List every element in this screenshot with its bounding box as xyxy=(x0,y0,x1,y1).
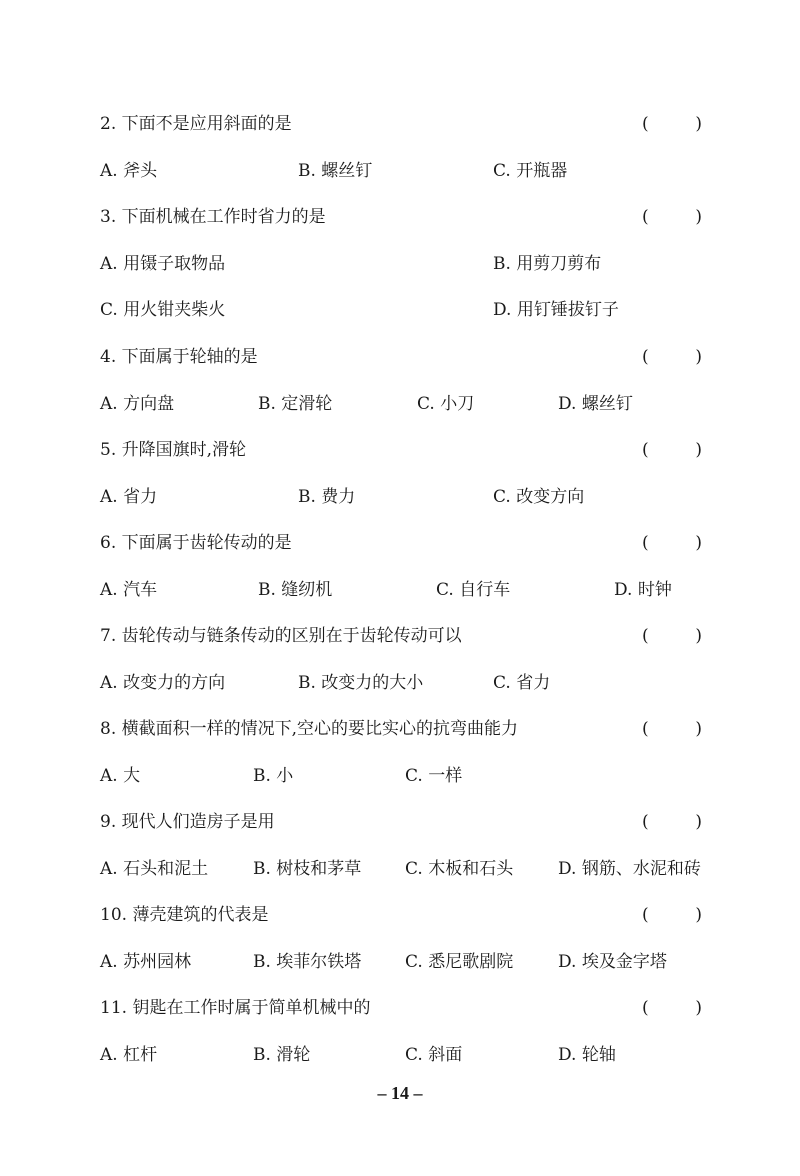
option-a: A. 汽车 xyxy=(100,580,158,600)
option-b: B. 用剪刀剪布 xyxy=(493,254,602,274)
option-b: B. 滑轮 xyxy=(253,1045,311,1065)
option-c: C. 斜面 xyxy=(405,1045,463,1065)
option-d: D. 时钟 xyxy=(614,580,672,600)
question-text: 11. 钥匙在工作时属于简单机械中的 xyxy=(100,998,371,1018)
option-b: B. 费力 xyxy=(298,487,356,507)
option-a: A. 改变力的方向 xyxy=(100,673,226,693)
question-6-options xyxy=(100,577,702,603)
question-5-options xyxy=(100,484,702,510)
option-a: A. 方向盘 xyxy=(100,394,175,414)
question-9-stem: 9. 现代人们造房子是用 ( ) xyxy=(100,809,702,835)
question-7-stem: 7. 齿轮传动与链条传动的区别在于齿轮传动可以 ( ) xyxy=(100,623,702,649)
question-4-options xyxy=(100,391,702,417)
question-7-options xyxy=(100,670,702,696)
option-b: B. 树枝和茅草 xyxy=(253,859,362,879)
option-d: D. 埃及金字塔 xyxy=(558,952,667,972)
question-text: 10. 薄壳建筑的代表是 xyxy=(100,905,269,925)
question-3-stem: 3. 下面机械在工作时省力的是 ( ) xyxy=(100,204,702,230)
question-text: 7. 齿轮传动与链条传动的区别在于齿轮传动可以 xyxy=(100,626,462,646)
question-text: 4. 下面属于轮轴的是 xyxy=(100,347,258,367)
question-text: 3. 下面机械在工作时省力的是 xyxy=(100,207,326,227)
question-text: 2. 下面不是应用斜面的是 xyxy=(100,114,292,134)
option-c: C. 用火钳夹柴火 xyxy=(100,300,226,320)
option-d: D. 螺丝钉 xyxy=(558,394,633,414)
option-a: A. 杠杆 xyxy=(100,1045,158,1065)
page-number: – 14 – xyxy=(377,1083,423,1103)
option-a: A. 省力 xyxy=(100,487,158,507)
question-text: 5. 升降国旗时,滑轮 xyxy=(100,440,247,460)
option-c: C. 一样 xyxy=(405,766,463,786)
option-d: D. 轮轴 xyxy=(558,1045,616,1065)
option-d: D. 钢筋、水泥和砖 xyxy=(558,859,701,879)
option-a: A. 苏州园林 xyxy=(100,952,192,972)
option-c: C. 开瓶器 xyxy=(493,161,568,181)
question-5-stem: 5. 升降国旗时,滑轮 ( ) xyxy=(100,437,702,463)
question-9-options xyxy=(100,856,702,882)
option-c: C. 自行车 xyxy=(436,580,511,600)
question-6-stem: 6. 下面属于齿轮传动的是 ( ) xyxy=(100,530,702,556)
question-2-options xyxy=(100,158,702,184)
option-a: A. 大 xyxy=(100,766,141,786)
option-c: C. 省力 xyxy=(493,673,551,693)
question-10-stem: 10. 薄壳建筑的代表是 ( ) xyxy=(100,902,702,928)
option-c: C. 悉尼歌剧院 xyxy=(405,952,514,972)
question-4-stem: 4. 下面属于轮轴的是 ( ) xyxy=(100,344,702,370)
question-11-stem: 11. 钥匙在工作时属于简单机械中的 ( ) xyxy=(100,995,702,1021)
question-text: 8. 横截面积一样的情况下,空心的要比实心的抗弯曲能力 xyxy=(100,719,519,739)
question-10-options xyxy=(100,949,702,975)
option-c: C. 小刀 xyxy=(417,394,475,414)
question-3-options-row-1 xyxy=(100,251,702,277)
question-8-stem: 8. 横截面积一样的情况下,空心的要比实心的抗弯曲能力 ( ) xyxy=(100,716,702,742)
option-a: A. 石头和泥土 xyxy=(100,859,209,879)
question-text: 6. 下面属于齿轮传动的是 xyxy=(100,533,292,553)
question-text: 9. 现代人们造房子是用 xyxy=(100,812,275,832)
option-c: C. 改变方向 xyxy=(493,487,585,507)
option-a: A. 斧头 xyxy=(100,161,158,181)
option-b: B. 小 xyxy=(253,766,294,786)
option-c: C. 木板和石头 xyxy=(405,859,514,879)
question-8-options xyxy=(100,763,702,789)
option-b: B. 螺丝钉 xyxy=(298,161,373,181)
question-2-stem: 2. 下面不是应用斜面的是 ( ) xyxy=(100,111,702,137)
option-b: B. 定滑轮 xyxy=(258,394,333,414)
option-b: B. 埃菲尔铁塔 xyxy=(253,952,362,972)
question-11-options xyxy=(100,1042,702,1068)
question-3-options-row-2 xyxy=(100,297,702,323)
option-d: D. 用钉锤拔钉子 xyxy=(493,300,619,320)
option-b: B. 改变力的大小 xyxy=(298,673,424,693)
option-a: A. 用镊子取物品 xyxy=(100,254,226,274)
option-b: B. 缝纫机 xyxy=(258,580,333,600)
